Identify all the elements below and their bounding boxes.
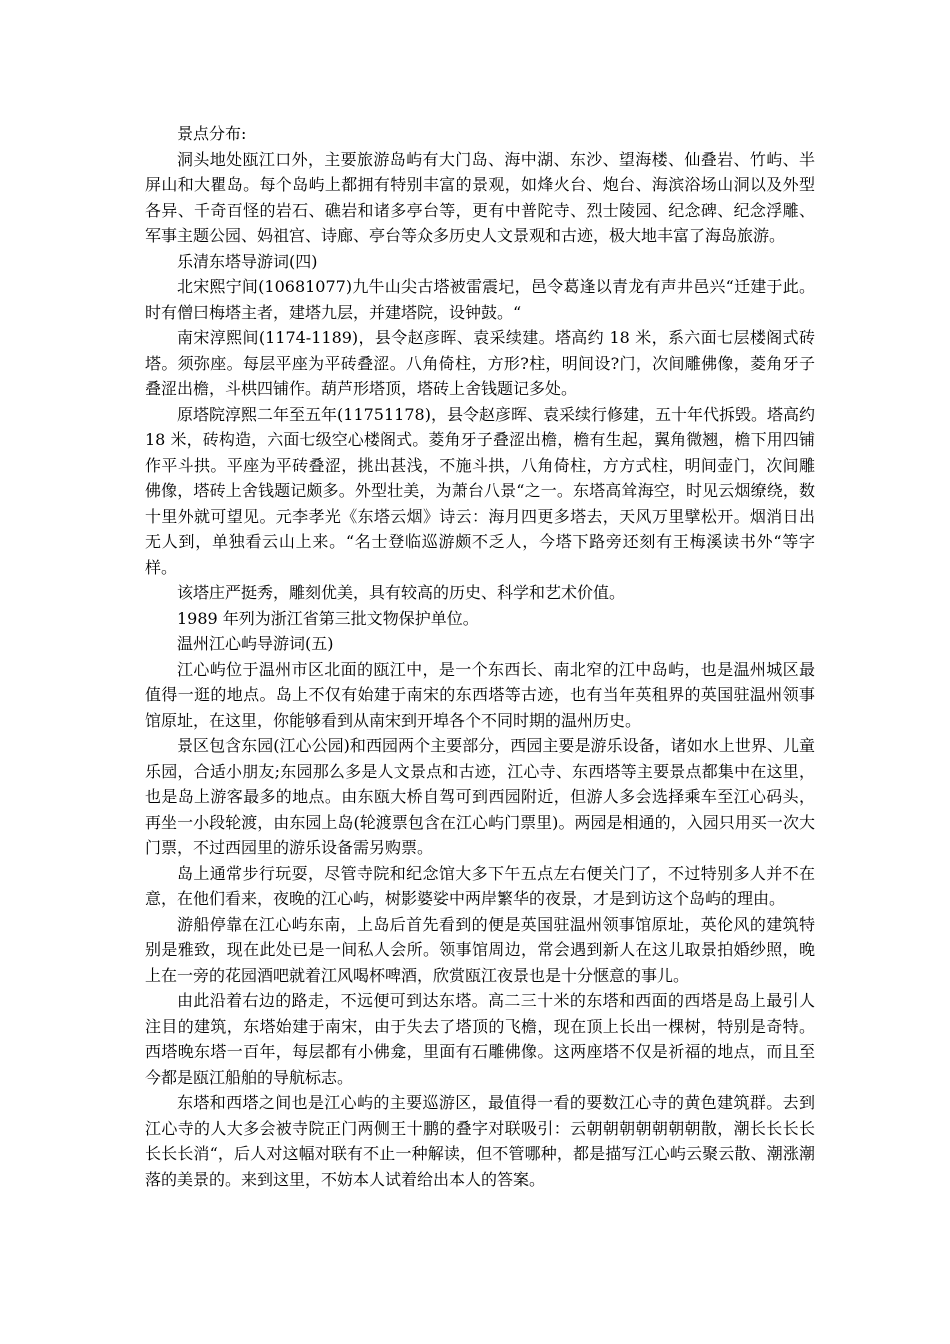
section-heading-scenic: 景点分布: xyxy=(177,124,247,143)
paragraph-jiangxin-4: 游船停靠在江心屿东南，上岛后首先看到的便是英国驻温州领事馆原址，英伦风的建筑特别是雅致，现在此处已是一间私人会所。领事馆周边，常会遇到新人在这儿取景拍婚纱照，晚上在一旁的花园酒吧就着江风喝杯啤酒，欣赏瓯江夜景也是十分惬意的事儿。 xyxy=(145,914,815,985)
paragraph-dongtou: 洞头地处瓯江口外，主要旅游岛屿有大门岛、海中湖、东沙、望海楼、仙叠岩、竹屿、半屏山和大瞿岛。每个岛屿上都拥有特别丰富的景观，如烽火台、炮台、海滨浴场山洞以及外型各异、千奇百怪的岩石、礁岩和诸多亭台等，更有中普陀寺、烈士陵园、纪念碑、纪念浮雕、军事主题公园、妈祖宫、诗廊、亭台等众多历史人文景观和古迹，极大地丰富了海岛旅游。 xyxy=(145,149,815,245)
paragraph-dongta-5: 1989 年列为浙江省第三批文物保护单位。 xyxy=(177,608,479,628)
paragraph-jiangxin-2: 景区包含东园(江心公园)和西园两个主要部分，西园主要是游乐设备，诸如水上世界、儿童乐园，合适小朋友;东园那么多是人文景点和古迹，江心寺、东西塔等主要景点都集中在这里，也是岛上游客最多的地点。由东瓯大桥自驾可到西园附近，但游人多会选择乘车至江心码头，再坐一小段轮渡，由东园上岛(轮渡票包含在江心屿门票里)。两园是相通的，入园只用买一次大门票，不过西园里的游乐设备需另购票。 xyxy=(145,736,815,857)
document-body xyxy=(145,121,815,1192)
paragraph-dongta-3: 原塔院淳熙二年至五年(11751178)，县令赵彦晖、袁采续行修建，五十年代拆毁。塔高约 18 米，砖构造，六面七级空心楼阁式。菱角牙子叠涩出檐，檐有生起，翼角微翘，檐下用四铺作平斗拱。平座为平砖叠涩，挑出甚浅，不施斗拱，八角倚柱，方方式柱，明间壶门，次间雕佛像，塔砖上舍钱题记颇多。外型壮美，为萧台八景“之一。东塔高耸海空，时见云烟缭绕，数十里外就可望见。元李孝光《东塔云烟》诗云：海月四更多塔去，天风万里擘松开。烟消日出无人到，单独看云山上来。“名士登临巡游颇不乏人，今塔下路旁还刻有王梅溪读书外“等字样。 xyxy=(145,404,815,577)
paragraph-jiangxin-1: 江心屿位于温州市区北面的瓯江中，是一个东西长、南北窄的江中岛屿，也是温州城区最值得一逛的地点。岛上不仅有始建于南宋的东西塔等古迹，也有当年英租界的英国驻温州领事馆原址，在这里，你能够看到从南宋到开埠各个不同时期的温州历史。 xyxy=(145,659,815,730)
paragraph-jiangxin-6: 东塔和西塔之间也是江心屿的主要巡游区，最值得一看的要数江心寺的黄色建筑群。去到江心寺的人大多会被寺院正门两侧王十鹏的叠字对联吸引：云朝朝朝朝朝朝朝散，潮长长长长长长长消“，后人对这幅对联有不止一种解读，但不管哪种，都是描写江心屿云聚云散、潮涨潮落的美景的。来到这里，不妨本人试着给出本人的答案。 xyxy=(145,1093,815,1189)
paragraph-jiangxin-3: 岛上通常步行玩耍，尽管寺院和纪念馆大多下午五点左右便关门了，不过特别多人并不在意，在他们看来，夜晚的江心屿，树影婆娑中两岸繁华的夜景，才是到访这个岛屿的理由。 xyxy=(145,863,815,908)
paragraph-dongta-1: 北宋熙宁间(10681077)九牛山尖古塔被雷震圮，邑令葛逢以青龙有声井邑兴“迁建于此。时有僧曰梅塔主者，建塔九层，并建塔院，设钟鼓。“ xyxy=(145,277,815,322)
paragraph-jiangxin-5: 由此沿着右边的路走，不远便可到达东塔。高二三十米的东塔和西面的西塔是岛上最引人注目的建筑，东塔始建于南宋，由于失去了塔顶的飞檐，现在顶上长出一棵树，特别是奇特。西塔晚东塔一百年，每层都有小佛龛，里面有石雕佛像。这两座塔不仅是祈福的地点，而且至今都是瓯江船舶的导航标志。 xyxy=(145,991,815,1087)
paragraph-dongta-2: 南宋淳熙间(1174-1189)，县令赵彦晖、袁采续建。塔高约 18 米，系六面七层楼阁式砖塔。须弥座。每层平座为平砖叠涩。八角倚柱，方形?柱，明间设?门，次间雕佛像，菱角牙子叠涩出檐，斗栱四铺作。葫芦形塔顶，塔砖上舍钱题记多处。 xyxy=(145,328,815,398)
section-heading-jiangxin: 温州江心屿导游词(五) xyxy=(177,634,334,653)
section-heading-dongta: 乐清东塔导游词(四) xyxy=(177,251,318,271)
paragraph-dongta-4: 该塔庄严挺秀，雕刻优美，具有较高的历史、科学和艺术价值。 xyxy=(177,583,626,602)
